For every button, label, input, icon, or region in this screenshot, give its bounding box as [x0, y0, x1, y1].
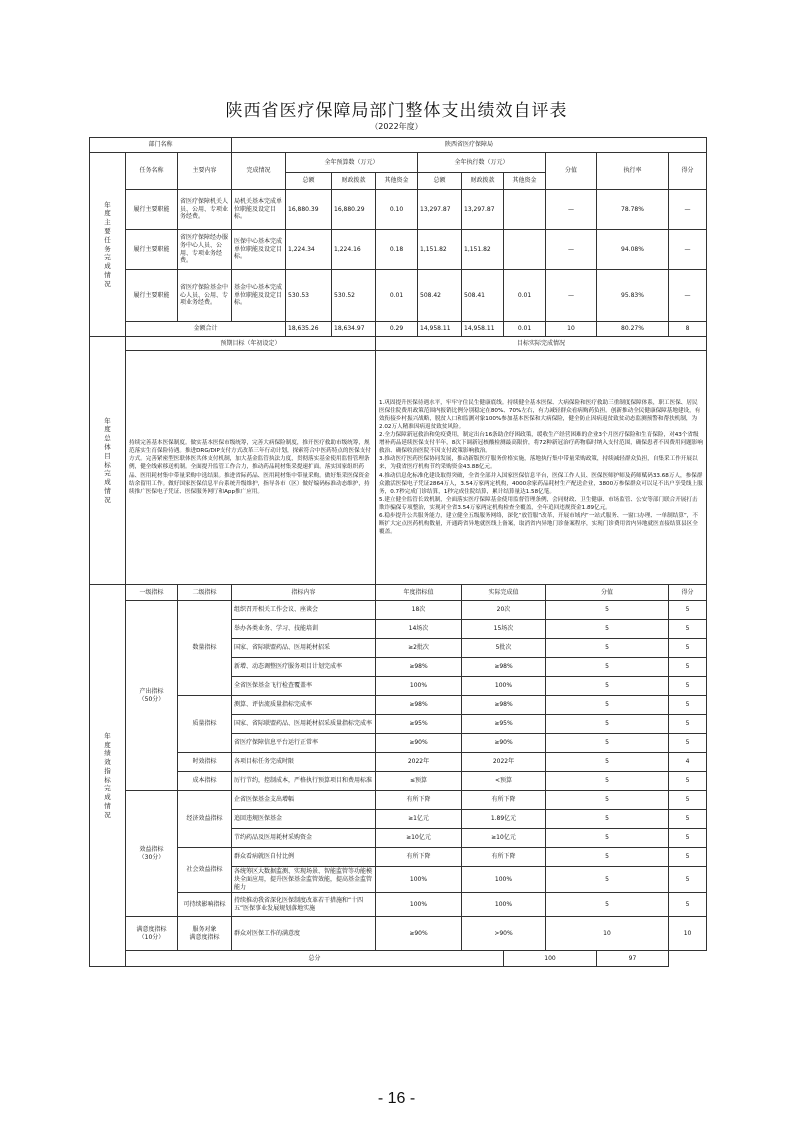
indicator-score-value: 5: [546, 601, 669, 620]
table-row: [90, 917, 707, 951]
indicator-actual: <预算: [462, 772, 546, 791]
task-b-fiscal: 530.52: [332, 270, 376, 322]
task-b-other: 0.18: [376, 230, 418, 270]
indicator-score: 5: [669, 696, 707, 715]
section-label-text: 年度主要任务完成情况: [104, 200, 111, 288]
indicator-content: 各统筹区大数据监测、实现场景、智能监管等功能模块全面应用，提升医保基金监管效能，提高基金监管能力: [232, 867, 376, 893]
indicator-content: 全省医保基金飞行检查覆盖率: [232, 677, 376, 696]
task-score-value: —: [546, 270, 597, 322]
table-row: [90, 322, 707, 337]
indicator-content: 国家、省际联盟药品、医用耗材招采质量指标完成率: [232, 715, 376, 734]
table-row: [90, 696, 707, 715]
indicator-score: 5: [669, 639, 707, 658]
col-main-content: 主要内容: [178, 153, 232, 190]
grand-total-score-value: 100: [504, 951, 597, 967]
total-score-value: 10: [546, 322, 597, 337]
indicator-score: 5: [669, 772, 707, 791]
indicator-target: ≥90%: [376, 917, 462, 951]
col-exec-rate: 执行率: [597, 153, 669, 190]
indicator-score-value: 5: [546, 734, 669, 753]
indicator-score: 5: [669, 601, 707, 620]
col-target: 年度指标值: [376, 585, 462, 601]
indicator-target: ≥10亿元: [376, 829, 462, 848]
task-score: —: [669, 230, 707, 270]
level2-indicator: 时效指标: [178, 753, 232, 772]
task-b-total: 16,880.39: [286, 190, 332, 230]
indicator-score-value: 5: [546, 829, 669, 848]
col-level2: 二级指标: [178, 585, 232, 601]
indicator-actual: >90%: [462, 917, 546, 951]
page-number: - 16 -: [377, 1090, 416, 1107]
table-row: [90, 270, 707, 322]
indicator-content: 厉行节约，控制成本，严格执行预算项目和费用标准: [232, 772, 376, 791]
col-budget: 全年预算数（万元）: [286, 153, 418, 173]
indicator-score: 5: [669, 893, 707, 917]
grand-total-label: 总分: [126, 951, 504, 967]
indicator-target: ≥98%: [376, 658, 462, 677]
level2-indicator: 服务对象 满意度指标: [178, 917, 232, 951]
indicator-score: 5: [669, 791, 707, 810]
indicator-actual: 100%: [462, 893, 546, 917]
total-label: 金额合计: [126, 322, 286, 337]
table-row: [90, 772, 707, 791]
task-content: 省医疗保障经办服务中心人员、公用、专项业务经费。: [178, 230, 232, 270]
table-row: [90, 791, 707, 810]
total-e-other: 0.01: [504, 322, 546, 337]
indicator-actual: 100%: [462, 677, 546, 696]
indicator-actual: 1.89亿元: [462, 810, 546, 829]
indicator-content: 组织召开相关工作会议、座谈会: [232, 601, 376, 620]
task-e-total: 1,151.82: [418, 230, 462, 270]
actual-goal-label: 目标实际完成情况: [376, 337, 707, 351]
task-e-fiscal: 13,297.87: [462, 190, 504, 230]
indicator-actual: 5批次: [462, 639, 546, 658]
table-row: [90, 138, 707, 153]
total-b-total: 18,635.26: [286, 322, 332, 337]
col-exec: 全年执行数（万元）: [418, 153, 546, 173]
indicator-actual: 15场次: [462, 620, 546, 639]
indicator-content: 新增、动态调整医疗服务项目计划完成率: [232, 658, 376, 677]
task-b-total: 530.53: [286, 270, 332, 322]
indicator-actual: 2022年: [462, 753, 546, 772]
table-row: [90, 893, 707, 917]
indicator-score-value: 5: [546, 639, 669, 658]
task-rate: 78.78%: [597, 190, 669, 230]
col-subheader: 其他资金: [376, 173, 418, 190]
task-rate: 94.08%: [597, 230, 669, 270]
table-row: [90, 190, 707, 230]
level2-indicator: 经济效益指标: [178, 791, 232, 848]
col-actual: 实际完成值: [462, 585, 546, 601]
col-ind-score-value: 分值: [546, 585, 669, 601]
total-e-fiscal: 14,958.11: [462, 322, 504, 337]
level2-indicator: 社会效益指标: [178, 848, 232, 893]
task-completion: 局机关基本完成单位职能及设定目标。: [232, 190, 286, 230]
indicator-target: ≤预算: [376, 772, 462, 791]
indicator-score: 5: [669, 715, 707, 734]
expected-goal-label: 预期目标（年初设定）: [126, 337, 376, 351]
indicator-actual: ≥10亿元: [462, 829, 546, 848]
grand-total-score: 97: [597, 951, 669, 967]
indicator-actual: 有所下降: [462, 791, 546, 810]
table-row: [90, 951, 707, 967]
indicator-target: 2022年: [376, 753, 462, 772]
document-title: 陕西省医疗保障局部门整体支出绩效自评表: [225, 101, 568, 121]
indicator-target: 100%: [376, 867, 462, 893]
indicator-content: 追回违规医保基金: [232, 810, 376, 829]
indicator-target: ≥2批次: [376, 639, 462, 658]
level2-indicator: 成本指标: [178, 772, 232, 791]
level1-indicator: 满意度指标 （10分）: [126, 917, 178, 951]
indicator-target: 100%: [376, 893, 462, 917]
indicator-actual: ≥98%: [462, 696, 546, 715]
indicator-target: 14场次: [376, 620, 462, 639]
task-score-value: —: [546, 190, 597, 230]
indicator-score-value: 10: [546, 917, 669, 951]
indicator-score-value: 5: [546, 715, 669, 734]
actual-goal-text: 1.巩固提升医保待遇水平，牢牢守住民生健康底线。持续健全基本医保、大病保险和医疗救助三重制度保障体系，职工医保、居民医保住院费用政策范围内报销比例分别稳定在80%、70%左右，有力减轻群众看病购药负担。创新推动全民健康保障基地建设，有效衔接乡村振兴战略，脱贫人口和监测对象100%参加基本医保和大病保险，健全防止因病返贫致贫动态监测预警和帮扶机制，为2.02万人精准因病返贫致贫风险。 2.全力保障新冠救治和免疫费用，制定出台16条助企纾困政策，缓收生产经营困难的企业3个月医疗保险和生育保险，对43个省级增补药品延续医保支付半年，8次下调新冠核酸检测最高限价，将72种新冠治疗药物临时纳入支付范围，确保患者不因费用问题影响救治、确保收治医院不因支付政策影响救治。 3.推动医疗医药医保协同发展，推动新版医疗服务价格实施，落地执行集中带量采购政策，持续减轻群众负担，自集采工作开展以来，为我省医疗机构节约采购资金43.88亿元。 4.推动信息化标准化建设取得突破，全省全部并入国家医保信息平台，医保工作人员、医保医师护师及药师赋码33.68万人，参保群众激活医保电子凭证2864万人，3.54万家两定机构，4000余家药品耗材生产配送企业，3800万参保群众可以足不出户享受线上服务，0.7秒完成门诊结算，1秒完成住院结算，累计结算量达1.58亿笔。 5.建立健全监管长效机制，全面落实医疗保障基金使用监督管理条例，会同财政、卫生健康、市场监管、公安等部门联合开展打击欺诈骗保专项整治，实现对全省3.54万家两定机构检查全覆盖，全年追回违规资金1.89亿元。 6.稳步提升公共服务能力，建立健全五级服务网络，深化“放管服”改革，开展市域内“一站式服务、一窗口办理、一单制结算”，不断扩大定点医药机构数量，开通跨省异地就医线上备案，取消省内异地门诊备案程序，实现门诊费用省内异地就医直接结算县区全覆盖。: [376, 351, 707, 585]
indicator-content: 节约药品及医用耗材采购资金: [232, 829, 376, 848]
indicator-actual: 有所下降: [462, 848, 546, 867]
expected-goal-text: 持续完善基本医保制度。做实基本医保市级统筹，完善大病保险制度，推开医疗救助市级统筹，规范落实生育保险待遇。推进DRG/DIP支付方式改革三年行动计划，探索符合中医药特点的医保支付方式。完善紧密型医联体医共体支付机制，加大基金监管执法力度，贯彻落实基金使用监督管理条例，健全线索移送机制。全面提升监管工作合力，推动药品耗材集采提速扩面。落实国家组织药品、医用耗材集中带量采购中选结果。推进省际药品、医用耗材集中带量采购。做好集采医保资金结余留用工作。做好国家医保信息平台系统升级维护，指导各市（区）做好编码标准动态维护，持续推广医保电子凭证、医保服务网厅和App推广应用。: [126, 351, 376, 585]
table-row: [90, 230, 707, 270]
section-label: [90, 585, 126, 967]
task-completion: 基金中心基本完成单位职能及设定目标。: [232, 270, 286, 322]
task-b-total: 1,224.34: [286, 230, 332, 270]
indicator-score-value: 5: [546, 810, 669, 829]
indicator-score: 5: [669, 677, 707, 696]
indicator-score-value: 5: [546, 893, 669, 917]
indicator-score: 5: [669, 867, 707, 893]
indicator-score-value: 5: [546, 772, 669, 791]
indicator-actual: ≥95%: [462, 715, 546, 734]
level2-indicator: 可持续影响指标: [178, 893, 232, 917]
indicator-content: 各项目标任务完成时限: [232, 753, 376, 772]
indicator-score: 5: [669, 848, 707, 867]
section-label: [90, 337, 126, 585]
indicator-score-value: 5: [546, 753, 669, 772]
indicator-target: ≥90%: [376, 734, 462, 753]
table-row: [90, 848, 707, 867]
task-score: —: [669, 270, 707, 322]
indicator-actual: ≥90%: [462, 734, 546, 753]
indicator-score: 5: [669, 620, 707, 639]
indicator-content: 群众看病就医自付比例: [232, 848, 376, 867]
task-content: 省医疗保险基金中心人员、公用、专项业务经费。: [178, 270, 232, 322]
task-b-fiscal: 16,880.29: [332, 190, 376, 230]
table-row: [90, 585, 707, 601]
task-score: —: [669, 190, 707, 230]
indicator-target: 有所下降: [376, 848, 462, 867]
task-e-total: 508.42: [418, 270, 462, 322]
table-row: [90, 337, 707, 351]
indicator-content: 举办各类业务、学习、技能培训: [232, 620, 376, 639]
indicator-target: ≥1亿元: [376, 810, 462, 829]
indicator-content: 企省医保基金支出增幅: [232, 791, 376, 810]
indicator-score-value: 5: [546, 696, 669, 715]
table-row: [90, 601, 707, 620]
level1-indicator: 产出指标 （50分）: [126, 601, 178, 791]
col-ind-score: 得分: [669, 585, 707, 601]
col-subheader: 总额: [418, 173, 462, 190]
task-e-other: [504, 190, 546, 230]
indicator-content: 省医疗保障信息平台运行正常率: [232, 734, 376, 753]
task-e-fiscal: 1,151.82: [462, 230, 504, 270]
col-task-name: 任务名称: [126, 153, 178, 190]
task-completion: 医保中心基本完成单位职能及设定目标。: [232, 230, 286, 270]
task-b-other: 0.10: [376, 190, 418, 230]
indicator-score: 5: [669, 829, 707, 848]
self-evaluation-table: [89, 137, 707, 967]
indicator-content: 测算、评估流质量指标完成率: [232, 696, 376, 715]
table-row: [90, 153, 707, 173]
dept-label: 部门名称: [90, 138, 232, 153]
total-e-total: 14,958.11: [418, 322, 462, 337]
total-rate: 80.27%: [597, 322, 669, 337]
indicator-score: 5: [669, 810, 707, 829]
indicator-score-value: 5: [546, 677, 669, 696]
task-name: 履行主要职能: [126, 270, 178, 322]
level2-indicator: 质量指标: [178, 696, 232, 753]
section-label: [90, 153, 126, 337]
task-b-other: 0.01: [376, 270, 418, 322]
table-row: [90, 351, 707, 585]
total-score: 8: [669, 322, 707, 337]
indicator-score-value: 5: [546, 848, 669, 867]
indicator-score-value: 5: [546, 791, 669, 810]
indicator-target: 100%: [376, 677, 462, 696]
indicator-actual: ≥98%: [462, 658, 546, 677]
task-score-value: —: [546, 230, 597, 270]
section-label-text: 年度总体目标完成情况: [104, 416, 111, 504]
level2-indicator: 数量指标: [178, 601, 232, 696]
level1-indicator: 效益指标 （30分）: [126, 791, 178, 917]
indicator-target: ≥98%: [376, 696, 462, 715]
indicator-target: 18次: [376, 601, 462, 620]
indicator-content: 持续推动我省深化医保制度改革若干措施和“十四五”医保事业发展规划落地实施: [232, 893, 376, 917]
task-e-total: 13,297.87: [418, 190, 462, 230]
indicator-content: 国家、省际联盟药品、医用耗材招采: [232, 639, 376, 658]
task-b-fiscal: 1,224.16: [332, 230, 376, 270]
indicator-actual: 100%: [462, 867, 546, 893]
section-label-text: 年度绩效指标完成情况: [104, 731, 111, 819]
task-e-other: 0.01: [504, 270, 546, 322]
col-subheader: 其他资金: [504, 173, 546, 190]
table-row: [90, 753, 707, 772]
indicator-score-value: 5: [546, 867, 669, 893]
indicator-score: 5: [669, 734, 707, 753]
report-year: （2022年度）: [370, 122, 423, 131]
indicator-score: 10: [669, 917, 707, 951]
dept-name: 陕西省医疗保障局: [232, 138, 707, 153]
total-b-fiscal: 18,634.97: [332, 322, 376, 337]
indicator-score: 5: [669, 658, 707, 677]
col-score: 得分: [669, 153, 707, 190]
indicator-score: 4: [669, 753, 707, 772]
col-level1: 一级指标: [126, 585, 178, 601]
indicator-content: 群众对医保工作的满意度: [232, 917, 376, 951]
indicator-target: 有所下降: [376, 791, 462, 810]
task-name: 履行主要职能: [126, 190, 178, 230]
total-b-other: 0.29: [376, 322, 418, 337]
col-completion: 完成情况: [232, 153, 286, 190]
task-e-fiscal: 508.41: [462, 270, 504, 322]
indicator-target: ≥95%: [376, 715, 462, 734]
task-name: 履行主要职能: [126, 230, 178, 270]
task-rate: 95.83%: [597, 270, 669, 322]
col-subheader: 总额: [286, 173, 332, 190]
indicator-actual: 20次: [462, 601, 546, 620]
indicator-score-value: 5: [546, 658, 669, 677]
task-content: 省医疗保障机关人员、公用、专项业务经费。: [178, 190, 232, 230]
col-subheader: 财政拨款: [462, 173, 504, 190]
col-subheader: 财政拨款: [332, 173, 376, 190]
col-indicator-content: 指标内容: [232, 585, 376, 601]
task-e-other: [504, 230, 546, 270]
col-score-value: 分值: [546, 153, 597, 190]
indicator-score-value: 5: [546, 620, 669, 639]
